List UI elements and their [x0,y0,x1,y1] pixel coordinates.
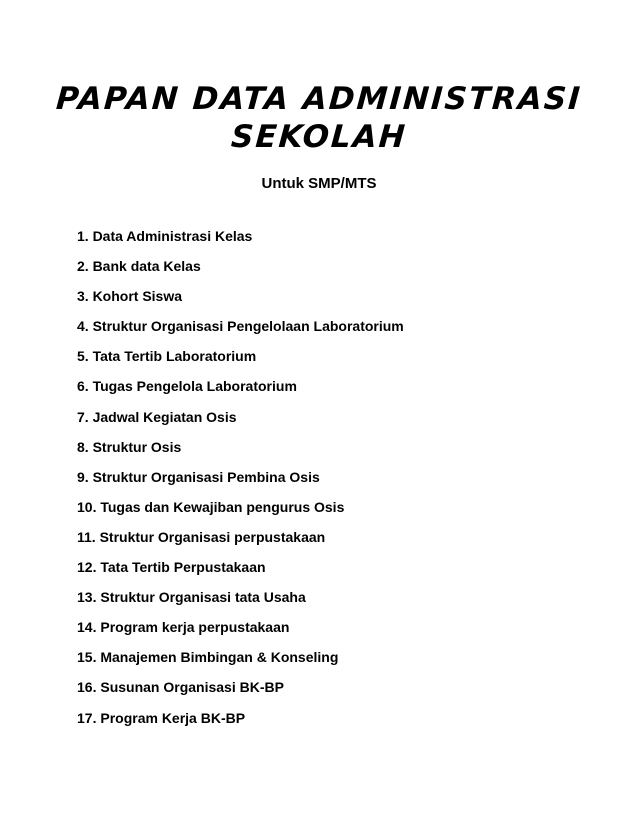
list-item: 4. Struktur Organisasi Pengelolaan Laboratorium [77,318,404,335]
list-item: 17. Program Kerja BK-BP [77,709,246,726]
list-item: 8. Struktur Osis [77,438,182,455]
list-item: 16. Susunan Organisasi BK-BP [77,679,284,696]
list-item: 11. Struktur Organisasi perpustakaan [77,528,326,545]
list-item: 7. Jadwal Kegiatan Osis [77,408,237,425]
list-item: 10. Tugas dan Kewajiban pengurus Osis [77,498,345,515]
document-title-line-1: PAPAN DATA ADMINISTRASI [54,81,584,117]
list-item: 6. Tugas Pengelola Laboratorium [77,378,297,395]
document-subtitle: Untuk SMP/MTS [261,175,377,192]
document-title-line-2: SEKOLAH [229,119,409,155]
list-item: 1. Data Administrasi Kelas [77,228,253,244]
list-item: 3. Kohort Siswa [77,288,183,305]
document-item-list [77,226,404,738]
list-item: 12. Tata Tertib Perpustakaan [77,559,266,576]
list-item: 9. Struktur Organisasi Pembina Osis [77,468,320,485]
list-item: 2. Bank data Kelas [77,258,201,275]
list-item: 15. Manajemen Bimbingan & Konseling [77,649,339,666]
list-item: 5. Tata Tertib Laboratorium [77,348,257,365]
list-item: 13. Struktur Organisasi tata Usaha [77,589,306,606]
list-item: 14. Program kerja perpustakaan [77,619,290,636]
